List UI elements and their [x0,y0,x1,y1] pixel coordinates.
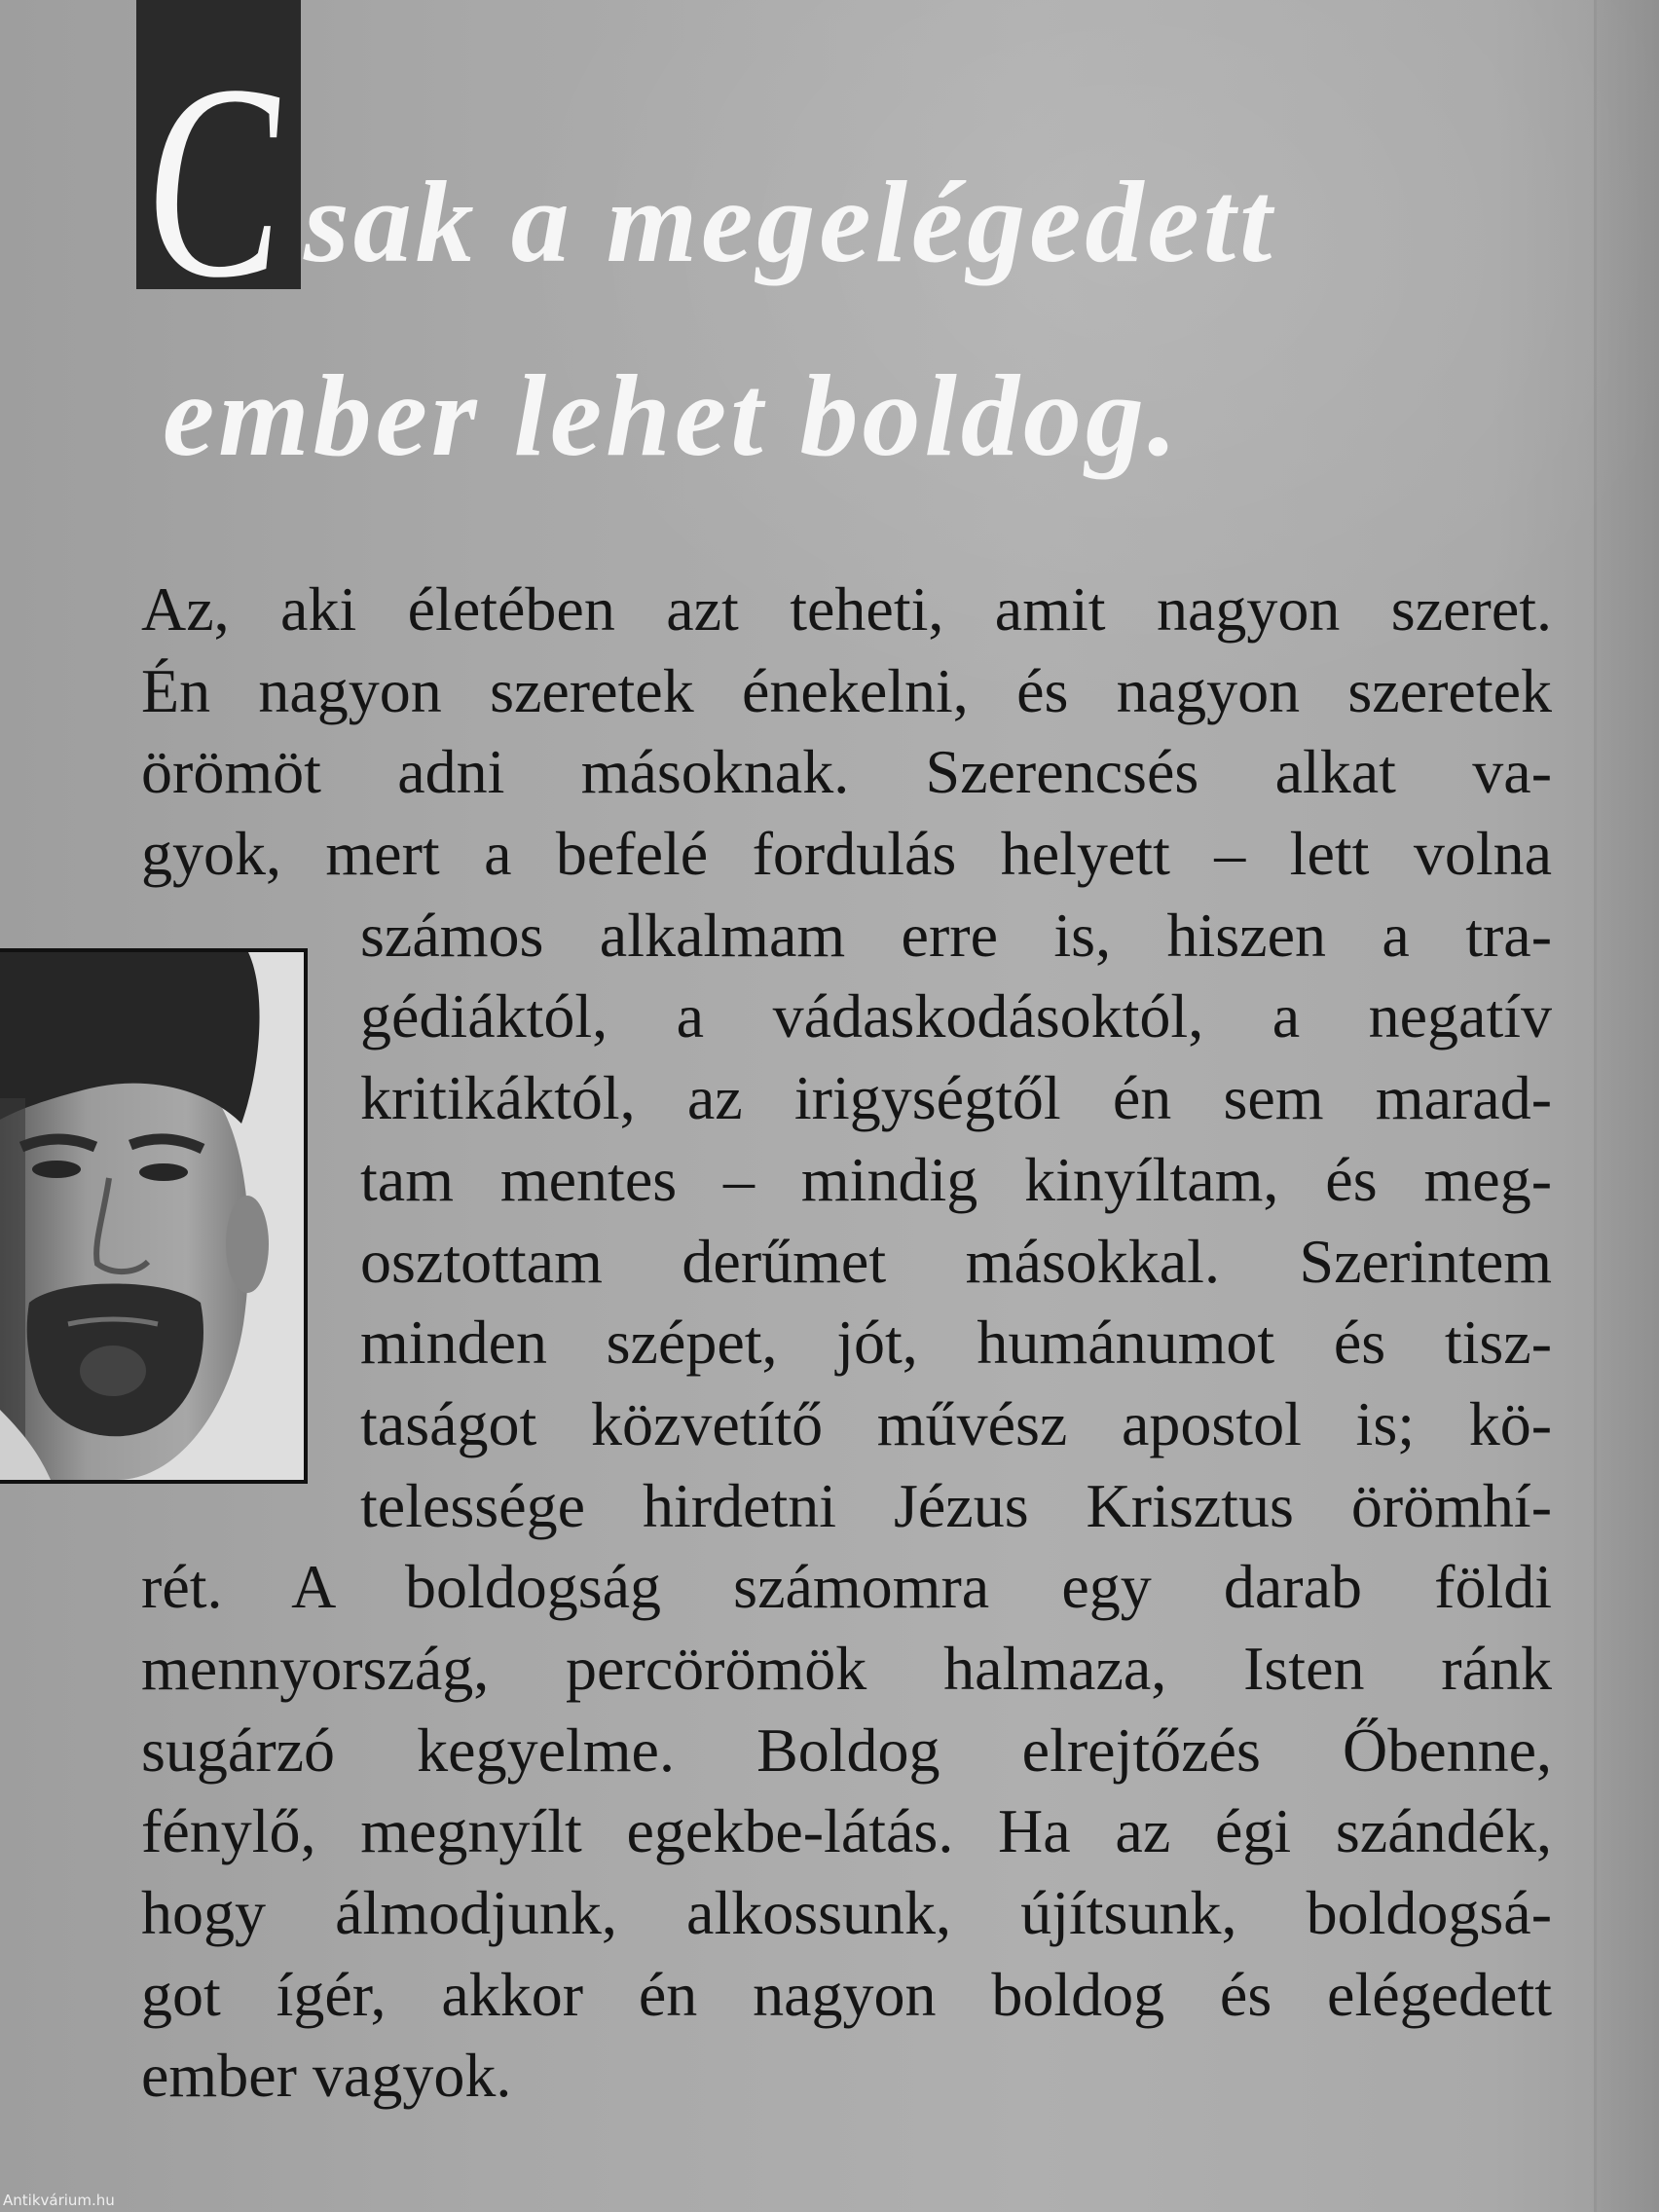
body-line: Az, aki életében azt teheti, amit nagyon szeret. [141,574,1552,644]
body-line: osztottam derűmet másokkal. Szerintem [360,1226,1552,1296]
body-line: telessége hirdetni Jézus Krisztus örömhí- [360,1470,1552,1540]
body-line: Én nagyon szeretek énekelni, és nagyon szeretek [141,655,1552,725]
body-line: got ígér, akkor én nagyon boldog és elégedett [141,1959,1552,2029]
body-line: mennyország, percörömök halmaza, Isten ránk [141,1633,1552,1703]
body-line: rét. A boldogság számomra egy darab földi [141,1552,1552,1622]
watermark: Antikvárium.hu [3,2192,115,2209]
body-line: gyok, mert a befelé fordulás helyett – lett volna [141,819,1552,889]
body-line: örömöt adni másoknak. Szerencsés alkat va- [141,737,1552,807]
title-line-2: ember lehet boldog. [163,350,1181,480]
body-line: számos alkalmam erre is, hiszen a tra- [360,900,1552,970]
photo-chin [80,1346,146,1396]
body-text [141,569,1552,2117]
body-line: taságot közvetítő művész apostol is; kö- [360,1388,1552,1458]
photo-eye-left [32,1161,81,1178]
body-line: tam mentes – mindig kinyíltam, és meg- [360,1144,1552,1214]
body-line: sugárzó kegyelme. Boldog elrejtőzés Őbenne, [141,1714,1552,1785]
body-line: minden szépet, jót, humánumot és tisz- [360,1308,1552,1378]
body-line: hogy álmodjunk, alkossunk, újítsunk, boldogsá- [141,1878,1552,1947]
body-line: kritikáktól, az irigységtől én sem marad- [360,1063,1552,1133]
body-line: gédiáktól, a vádaskodásoktól, a negatív [360,981,1552,1051]
title-line-1: sak a megelégedett [304,157,1276,286]
title-drop-initial: C [134,27,301,335]
body-line: fénylő, megnyílt egekbe-látás. Ha az égi szándék, [141,1796,1552,1866]
spine-fold-line [1594,0,1597,2212]
spine-shadow [1597,0,1659,2212]
body-line: ember vagyok. [141,2041,512,2111]
